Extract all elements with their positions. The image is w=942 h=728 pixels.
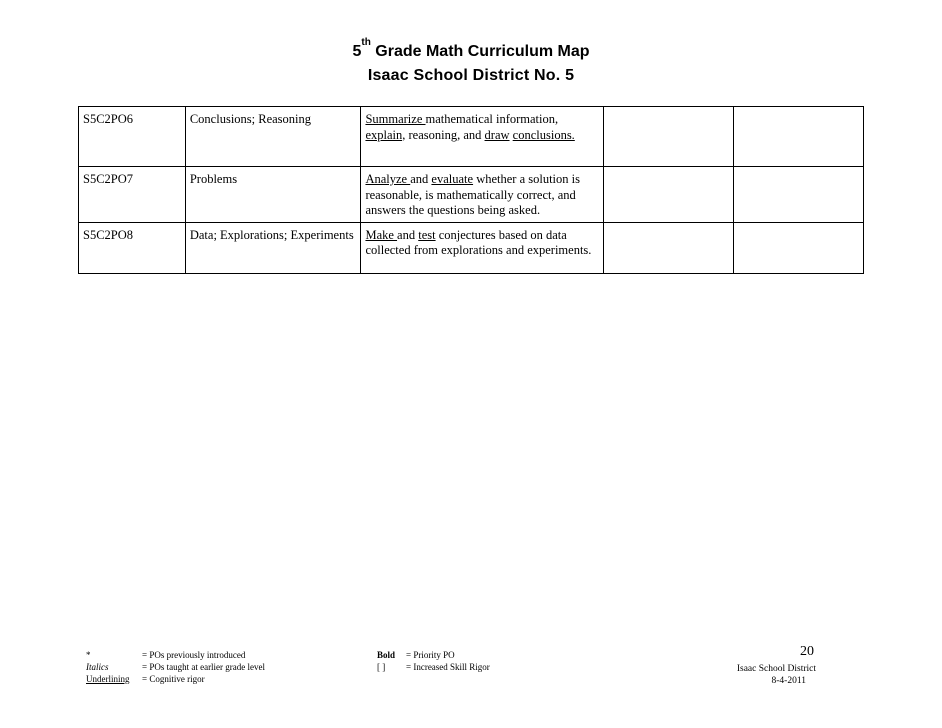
legend-symbol: Bold: [377, 650, 396, 660]
footer-date: 8-4-2011: [771, 676, 806, 686]
cognitive-verb: test: [418, 227, 436, 242]
cognitive-verb: explain,: [365, 127, 406, 142]
empty-cell: [603, 222, 733, 273]
empty-cell: [733, 167, 863, 223]
cognitive-verb: Summarize: [365, 112, 426, 126]
legend-definition: = Increased Skill Rigor: [406, 662, 490, 672]
footer-district: Isaac School District: [736, 664, 816, 674]
cognitive-verb: Analyze: [365, 172, 411, 186]
table-row: [79, 107, 864, 167]
description-cell: [361, 107, 603, 167]
title-text: Grade Math Curriculum Map: [375, 43, 590, 60]
legend-definition: = Cognitive rigor: [142, 674, 205, 684]
grade-superscript: th: [361, 37, 371, 48]
legend-symbol: *: [86, 650, 91, 660]
footer: [86, 644, 816, 689]
topic-cell: Problems: [185, 167, 361, 223]
description-text: mathematical information,: [425, 112, 559, 126]
title-line: [300, 37, 642, 64]
po-code-cell: S5C2PO8: [79, 222, 186, 273]
cognitive-verb: Make: [365, 227, 398, 242]
empty-cell: [733, 222, 863, 273]
cognitive-verb: evaluate: [431, 172, 474, 186]
empty-cell: [603, 167, 733, 223]
legend-definition: = Priority PO: [406, 650, 455, 660]
description-cell: [361, 167, 603, 223]
topic-cell: Conclusions; Reasoning: [185, 107, 361, 167]
legend-symbol: [ ]: [377, 662, 386, 672]
description-text: reasoning, and: [405, 127, 485, 142]
legend-definition: = POs previously introduced: [142, 650, 246, 660]
table-row: [79, 167, 864, 223]
cognitive-verb: draw: [484, 127, 510, 142]
description-text: and: [397, 227, 419, 242]
empty-cell: [603, 107, 733, 167]
page-number: 20: [800, 644, 814, 659]
subtitle: Isaac School District No. 5: [367, 67, 575, 84]
description-text: conjectures based on data collected from explorations and experiments.: [365, 227, 592, 257]
grade-number: 5: [352, 43, 362, 60]
cognitive-verb: conclusions.: [512, 127, 575, 142]
table-row: [79, 222, 864, 273]
topic-cell: Data; Explorations; Experiments: [185, 222, 361, 273]
description-cell: [361, 222, 603, 273]
description-text: whether a solution is reasonable, is mathematically correct, and answers the questions being asked.: [365, 172, 580, 217]
empty-cell: [733, 107, 863, 167]
curriculum-table: [78, 106, 864, 274]
po-code-cell: S5C2PO7: [79, 167, 186, 223]
po-code-cell: S5C2PO6: [79, 107, 186, 167]
document-title: [300, 37, 642, 88]
legend-symbol: Italics: [86, 662, 109, 672]
legend-symbol: Underlining: [86, 674, 130, 684]
legend-definition: = POs taught at earlier grade level: [142, 662, 266, 672]
description-text: and: [410, 172, 432, 186]
